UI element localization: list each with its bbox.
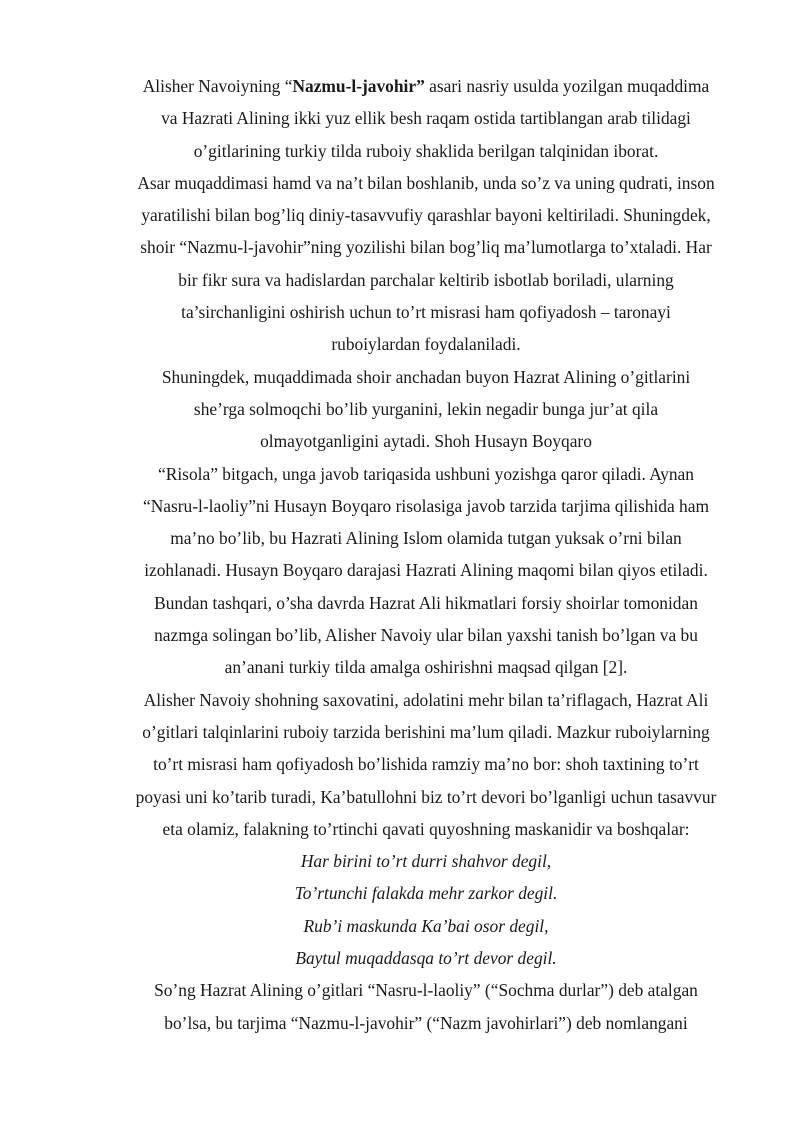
text-line: olmayotganligini aytadi. Shoh Husayn Boyqaro [260, 431, 592, 452]
paragraph-intro [100, 70, 752, 167]
text-line: So’ng Hazrat Alining o’gitlari “Nasru-l-laoliy” (“Sochma durlar”) deb atalgan [154, 980, 698, 1001]
text-line: bo’lsa, bu tarjima “Nazmu-l-javohir” (“Nazm javohirlari”) deb nomlangani [164, 1012, 688, 1033]
text-line: shoir “Nazmu-l-javohir”ning yozilishi bilan bog’liq ma’lumotlarga to’xtaladi. Har [140, 237, 712, 258]
text-line: Bundan tashqari, o’sha davrda Hazrat Ali hikmatlari forsiy shoirlar tomonidan [154, 592, 698, 613]
document-page [100, 70, 752, 1039]
text-line: Alisher Navoiyning “Nazmu-l-javohir” asari nasriy usulda yozilgan muqaddima [142, 76, 710, 96]
text-line: ma’no bo’lib, bu Hazrati Alining Islom olamida tutgan yuksak o’rni bilan [170, 528, 682, 549]
text-line: an’anani turkiy tilda amalga oshirishni maqsad qilgan [2]. [224, 657, 628, 678]
text-line: va Hazrati Alining ikki yuz ellik besh raqam ostida tartiblangan arab tilidagi [161, 108, 691, 129]
verse-line: Har birini to’rt durri shahvor degil, [300, 851, 552, 872]
text-line: “Nasru-l-laoliy”ni Husayn Boyqaro risolasiga javob tarzida tarjima qilishida ham [142, 495, 709, 516]
work-title-bold: Nazmu-l-javohir” [292, 76, 425, 96]
text-line: o’gitlari talqinlarini ruboiy tarzida berishini ma’lum qiladi. Mazkur ruboiylarning [142, 721, 710, 742]
text-line: Shuningdek, muqaddimada shoir anchadan buyon Hazrat Alining o’gitlarini [161, 366, 691, 387]
paragraph-title-explanation [100, 974, 752, 1039]
verse-line: Rub’i maskunda Ka’bai osor degil, [303, 915, 549, 936]
text-line: she’rga solmoqchi bo’lib yurganini, lekin negadir bunga jur’at qila [193, 398, 659, 419]
text-line: o’gitlarining turkiy tilda ruboiy shaklida berilgan talqinidan iborat. [193, 140, 659, 161]
verse-line: To’rtunchi falakda mehr zarkor degil. [294, 883, 558, 904]
text-line: eta olamiz, falakning to’rtinchi qavati quyoshning maskanidir va boshqalar: [162, 818, 690, 839]
text-line: yaratilishi bilan bog’liq diniy-tasavvufiy qarashlar bayoni keltiriladi. Shuningdek, [141, 205, 711, 226]
text-line: to’rt misrasi ham qofiyadosh bo’lishida ramziy ma’no bor: shoh taxtining to’rt [153, 754, 699, 775]
verse-quote [100, 845, 752, 974]
paragraph-husayn-boyqaro [100, 361, 752, 684]
text-line: nazmga solingan bo’lib, Alisher Navoiy ular bilan yaxshi tanish bo’lgan va bu [154, 625, 698, 646]
paragraph-muqaddima [100, 167, 752, 361]
text-line: izohlanadi. Husayn Boyqaro darajasi Hazrati Alining maqomi bilan qiyos etiladi. [144, 560, 708, 581]
text-line: ta’sirchanligini oshirish uchun to’rt misrasi ham qofiyadosh – taronayi [181, 302, 671, 323]
text-line: ruboiylardan foydalaniladi. [331, 334, 521, 355]
text-line: Asar muqaddimasi hamd va na’t bilan boshlanib, unda so’z va uning qudrati, inson [137, 172, 715, 193]
text-line: bir fikr sura va hadislardan parchalar keltirib isbotlab boriladi, ularning [178, 269, 674, 290]
text-line: “Risola” bitgach, unga javob tariqasida ushbuni yozishga qaror qiladi. Aynan [158, 463, 694, 484]
text-line: Alisher Navoiy shohning saxovatini, adolatini mehr bilan ta’riflagach, Hazrat Ali [143, 689, 709, 710]
paragraph-ruboiy-symbolism [100, 684, 752, 845]
verse-line: Baytul muqaddasqa to’rt devor degil. [295, 948, 557, 969]
text-line: poyasi uni ko’tarib turadi, Ka’batullohni biz to’rt devori bo’lganligi uchun tasavvur [135, 786, 717, 807]
